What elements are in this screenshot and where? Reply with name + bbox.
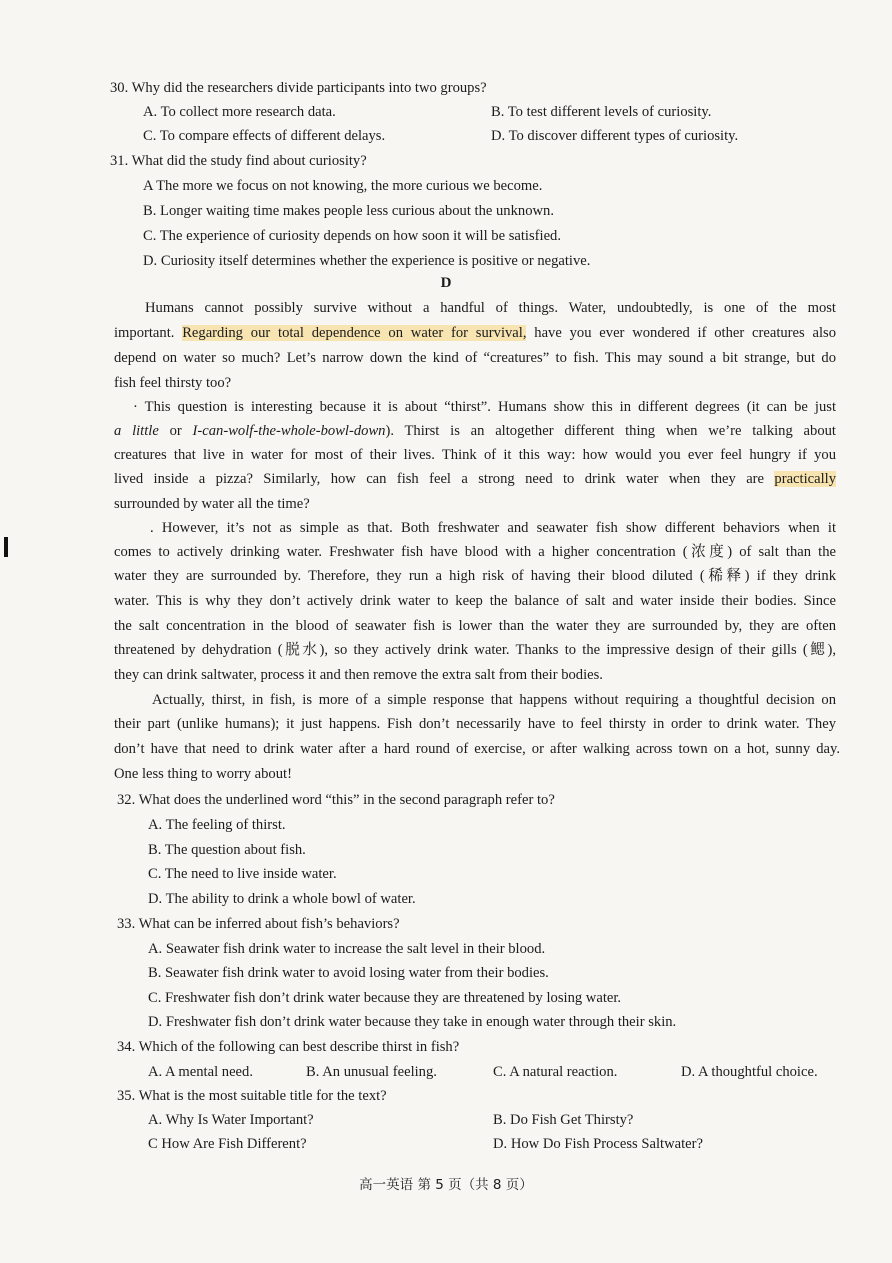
q31-option-c: C. The experience of curiosity depends on how soon it will be satisfied.	[143, 228, 561, 244]
q34-option-a: A. A mental need.	[148, 1064, 253, 1080]
passage-p2-line5: surrounded by water all the time?	[114, 496, 310, 512]
q34-stem: 34. Which of the following can best describe thirst in fish?	[117, 1039, 460, 1055]
passage-p1-line1: Humans cannot possibly survive without a handful of things. Water, undoubtedly, is one of the most	[145, 300, 836, 316]
passage-p1-line3: depend on water so much? Let’s narrow down the kind of “creatures” to fish. This may sound a bit strange, but do	[114, 350, 836, 366]
passage-p3-line6: threatened by dehydration (脱水), so they actively drink water. Thanks to the impressive design of their gills (鳃),	[114, 642, 836, 658]
q31-option-a: A The more we focus on not knowing, the more curious we become.	[143, 178, 543, 194]
highlighted-word: practically	[774, 471, 836, 487]
passage-p4-line3: don’t have that need to drink water after a hard round of exercise, or after walking across town on a hot, sunny day.	[114, 741, 840, 757]
passage-p2-line1: · This question is interesting because it is about “thirst”. Humans show this in different degrees (it can be just	[133, 399, 836, 415]
q34-option-b: B. An unusual feeling.	[306, 1064, 437, 1080]
passage-p2-line4: lived inside a pizza? Similarly, how can fish feel a strong need to drink water when they are practically	[114, 471, 836, 487]
q30-option-c: C. To compare effects of different delays.	[143, 128, 386, 144]
passage-p4-line1: Actually, thirst, in fish, is more of a simple response that happens without requiring a thoughtful decision on	[152, 692, 836, 708]
q31-option-b: B. Longer waiting time makes people less curious about the unknown.	[143, 203, 554, 219]
passage-p1-line2: important. Regarding our total dependence on water for survival, have you ever wondered if other creatures also	[114, 325, 836, 341]
passage-p4-line2: their part (unlike humans); it just happens. Fish don’t necessarily have to feel thirsty in order to drink water. They	[114, 716, 836, 732]
q33-option-c: C. Freshwater fish don’t drink water because they are threatened by losing water.	[148, 990, 622, 1006]
q30-option-d: D. To discover different types of curiosity.	[491, 128, 739, 144]
q31-option-d: D. Curiosity itself determines whether the experience is positive or negative.	[143, 253, 591, 269]
passage-p3-line1: . However, it’s not as simple as that. Both freshwater and seawater fish show different behaviors when it	[150, 520, 836, 536]
q32-option-d: D. The ability to drink a whole bowl of water.	[148, 891, 416, 907]
passage-p1-line4: fish feel thirsty too?	[114, 375, 232, 391]
scan-margin-mark	[4, 537, 8, 557]
q34-option-c: C. A natural reaction.	[493, 1064, 618, 1080]
page-footer: 高一英语 第 5 页（共 8 页）	[359, 1177, 533, 1193]
q33-option-a: A. Seawater fish drink water to increase the salt level in their blood.	[148, 941, 546, 957]
q35-option-a: A. Why Is Water Important?	[148, 1112, 314, 1128]
q30-stem: 30. Why did the researchers divide participants into two groups?	[110, 80, 487, 96]
q33-stem: 33. What can be inferred about fish’s behaviors?	[117, 916, 400, 932]
q32-option-c: C. The need to live inside water.	[148, 866, 337, 882]
passage-p2-line2: a little or I-can-wolf-the-whole-bowl-down). Thirst is an altogether different thing when we’re talking about	[114, 423, 836, 439]
q33-option-d: D. Freshwater fish don’t drink water because they take in enough water through their skin.	[148, 1014, 677, 1030]
q31-stem: 31. What did the study find about curiosity?	[110, 153, 367, 169]
q32-stem: 32. What does the underlined word “this” in the second paragraph refer to?	[117, 792, 555, 808]
q32-option-a: A. The feeling of thirst.	[148, 817, 286, 833]
passage-p3-line7: they can drink saltwater, process it and then remove the extra salt from their bodies.	[114, 667, 603, 683]
passage-p3-line5: the salt concentration in the blood of seawater fish is lower than the water they are surrounded by, they are often	[114, 618, 836, 634]
q32-option-b: B. The question about fish.	[148, 842, 306, 858]
section-heading: D	[440, 275, 452, 291]
highlighted-phrase: Regarding our total dependence on water for survival,	[182, 325, 527, 341]
passage-p2-line3: creatures that live in water for most of their lives. Think of it this way: how would you ever feel hungry if you	[114, 447, 836, 463]
q35-option-b: B. Do Fish Get Thirsty?	[493, 1112, 634, 1128]
q30-option-a: A. To collect more research data.	[143, 104, 336, 120]
q30-option-b: B. To test different levels of curiosity.	[491, 104, 712, 120]
passage-p4-line4: One less thing to worry about!	[114, 766, 292, 782]
q35-option-d: D. How Do Fish Process Saltwater?	[493, 1136, 703, 1152]
q35-stem: 35. What is the most suitable title for the text?	[117, 1088, 387, 1104]
q34-option-d: D. A thoughtful choice.	[681, 1064, 818, 1080]
passage-p3-line2: comes to actively drinking water. Freshwater fish have blood with a higher concentration (浓度) of salt than the	[114, 544, 836, 560]
passage-p3-line3: water they are surrounded by. Therefore, they run a high risk of having their blood diluted (稀释) if they drink	[114, 568, 836, 584]
passage-p3-line4: water. This is why they don’t actively drink water to keep the balance of salt and water inside their bodies. Since	[114, 593, 836, 609]
q35-option-c: C How Are Fish Different?	[148, 1136, 307, 1152]
q33-option-b: B. Seawater fish drink water to avoid losing water from their bodies.	[148, 965, 549, 981]
